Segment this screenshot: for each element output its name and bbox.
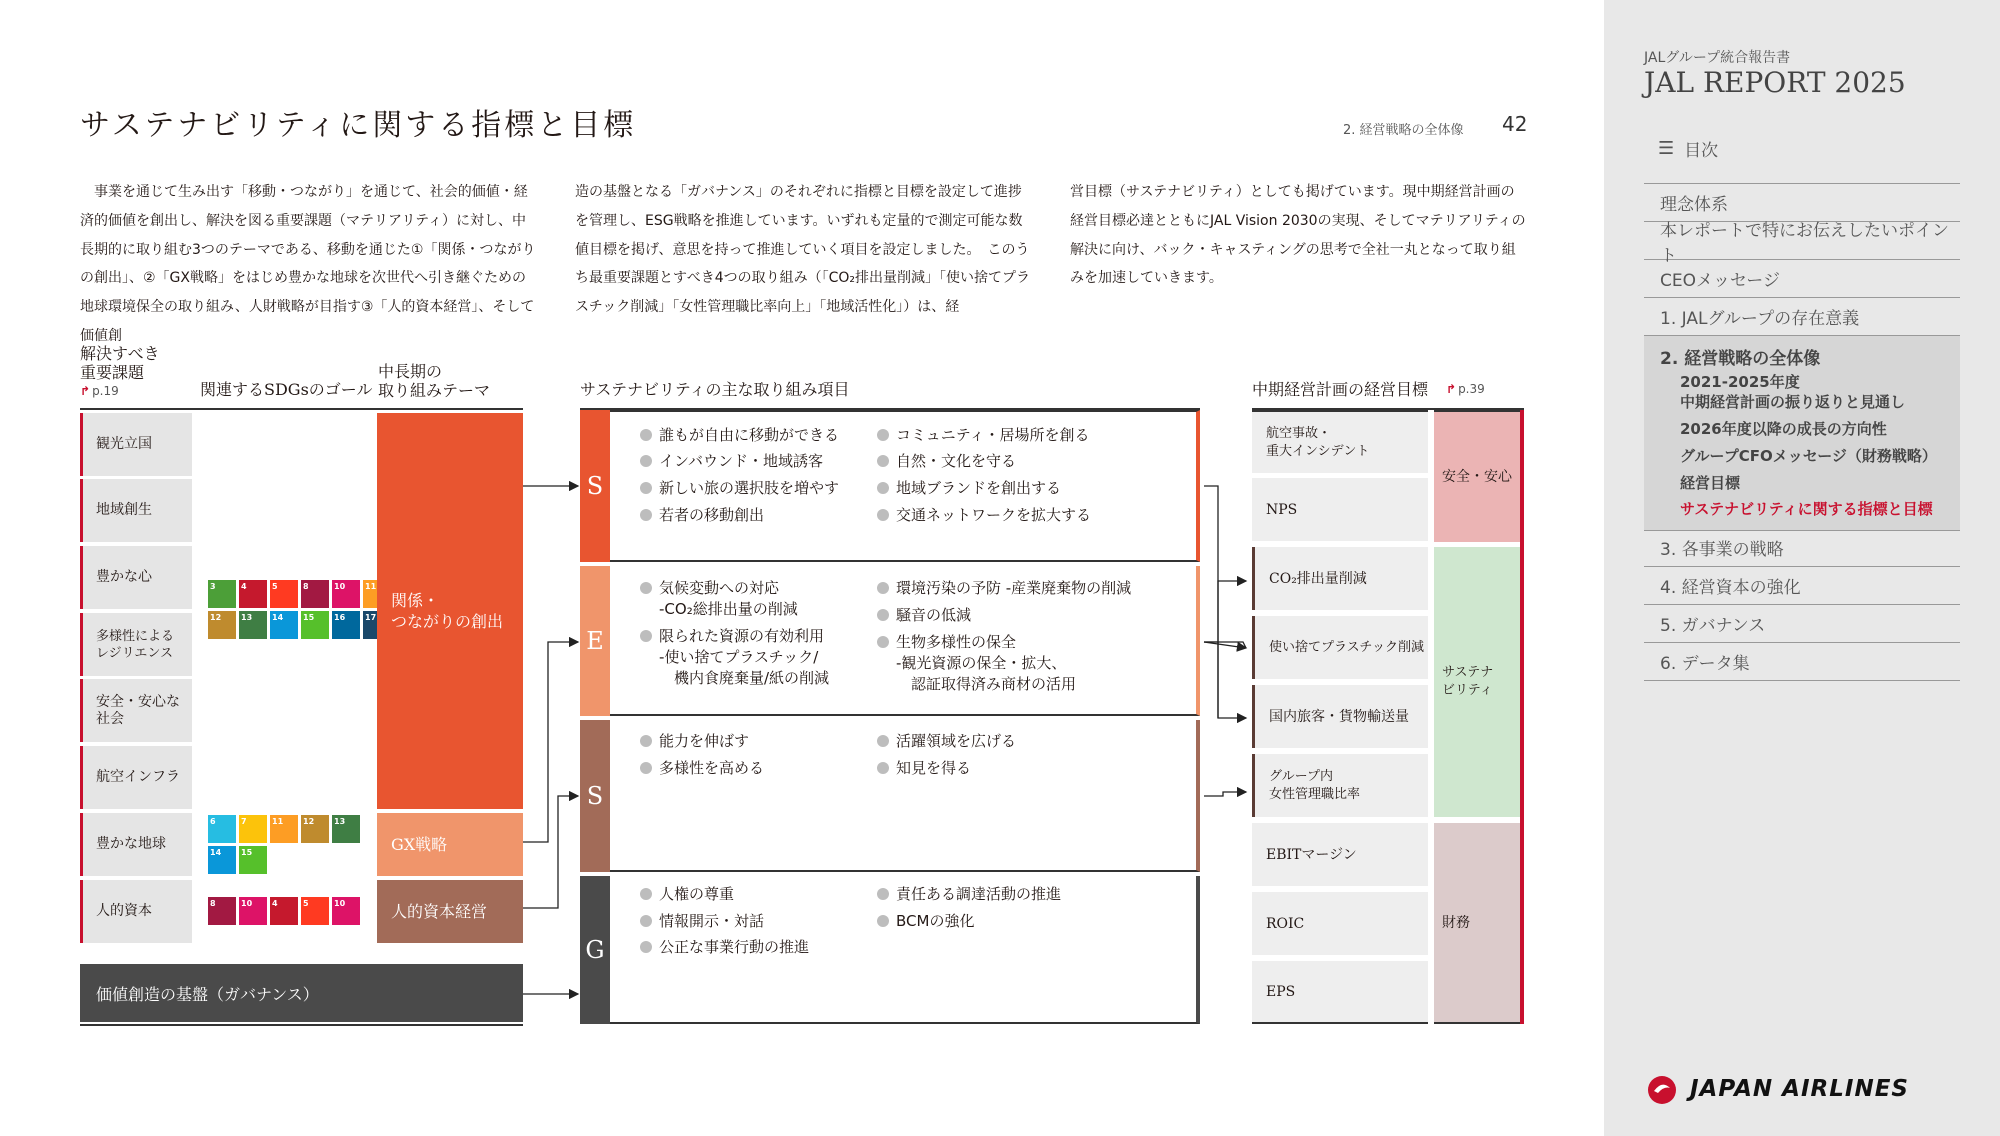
col-header-kpis: 中期経営計画の経営目標 — [1252, 380, 1429, 399]
list-subitem: 認証取得済み商材の活用 — [896, 675, 1077, 693]
nav-item-strategy[interactable]: 2. 経営戦略の全体像 — [1660, 349, 1821, 369]
list-subitem: 機内食廃棄量/紙の削減 — [659, 669, 830, 687]
col-header-sdgs: 関連するSDGsのゴール — [200, 380, 373, 399]
theme-connections: 関係・ つながりの創出 — [377, 413, 523, 809]
list-item: 人権の尊重 — [640, 884, 734, 905]
arrow-connector — [523, 642, 578, 842]
arrow-connector — [1204, 486, 1246, 718]
col-header-issues: 解決すべき 重要課題 — [80, 344, 160, 382]
sdg-goal-icon: 14 — [208, 846, 236, 874]
kpi-cell: 国内旅客・貨物輸送量 — [1252, 685, 1428, 748]
issue-cell: 多様性による レジリエンス — [80, 613, 192, 676]
esg-letter-s2: S — [580, 720, 610, 872]
list-item: 気候変動への対応 — [640, 578, 779, 599]
list-item: コミュニティ・居場所を創る — [877, 425, 1090, 446]
kpi-cell: EPS — [1252, 961, 1428, 1024]
sdg-goal-icon: 14 — [270, 611, 298, 639]
list-item: インバウンド・地域誘客 — [640, 451, 823, 472]
sdg-goal-icon: 8 — [301, 580, 329, 608]
issue-cell: 豊かな心 — [80, 546, 192, 609]
list-item: 環境汚染の予防 -産業廃棄物の削減 — [877, 578, 1131, 599]
brand-wordmark: JAPAN AIRLINES — [1690, 1076, 1909, 1102]
arrow-connector — [1204, 792, 1246, 796]
sdg-goal-icon: 13 — [239, 611, 267, 639]
sdg-goal-icon: 3 — [208, 580, 236, 608]
nav-item-business[interactable]: 3. 各事業の戦略 — [1644, 529, 1960, 567]
report-subtitle: JALグループ統合報告書 — [1644, 50, 1791, 66]
header-rule — [80, 408, 523, 410]
sdg-goal-icon: 10 — [332, 580, 360, 608]
nav-item-capital[interactable]: 4. 経営資本の強化 — [1644, 567, 1960, 605]
sdg-goal-icon: 10 — [332, 897, 360, 925]
list-item: 生物多様性の保全 — [877, 632, 1016, 653]
list-item: 交通ネットワークを拡大する — [877, 505, 1091, 526]
nav-item-ceo-message[interactable]: CEOメッセージ — [1644, 260, 1960, 298]
issue-cell: 人的資本 — [80, 880, 192, 943]
intro-col-1: 事業を通じて生み出す「移動・つながり」を通じて、社会的価値・経済的価値を創出し、解決を図る重要課題（マテリアリティ）に対し、中長期的に取り組む3つのテーマである、移動を通じた①「関係・つながりの創出」、②「GX戦略」をはじめ豊かな地球を次世代へ引き継ぐための地球環境保全の取り組み、人財戦略が目指す③「人的資本経営」、そして価値創 — [80, 184, 536, 344]
list-item: 多様性を高める — [640, 758, 764, 779]
list-item: BCMの強化 — [877, 911, 974, 932]
list-item: 自然・文化を守る — [877, 451, 1016, 472]
page-title: サステナビリティに関する指標と目標 — [80, 108, 637, 143]
esg-letter-g: G — [580, 876, 610, 1024]
list-item: 公正な事業行動の推進 — [640, 937, 809, 958]
sdg-icons-group-3 — [208, 897, 360, 925]
list-subitem: -使い捨てプラスチック/ — [659, 648, 819, 666]
issue-cell: 豊かな地球 — [80, 813, 192, 876]
issue-cell: 地域創生 — [80, 479, 192, 542]
kpi-cell: ROIC — [1252, 892, 1428, 955]
arrow-connector — [1204, 642, 1246, 648]
intro-col-2: 造の基盤となる「ガバナンス」のそれぞれに指標と目標を設定して進捗を管理し、ESG戦略を推進しています。いずれも定量的で測定可能な数値目標を掲げ、意思を持って推進していく項目を設定しました。 このうち最重要課題とすべき4つの取り組み（「CO₂排出量削減」「使い捨てプラスチック削減」「女性管理職比率向上」「地域活性化」）は、経 — [575, 184, 1031, 316]
nav-subitem[interactable]: グループCFOメッセージ（財務戦略） — [1680, 447, 1937, 465]
kpi-cell: CO₂排出量削減 — [1252, 547, 1428, 610]
list-item: 新しい旅の選択肢を増やす — [640, 478, 839, 499]
nav-subitem[interactable]: 経営目標 — [1680, 474, 1741, 492]
kpi-cell: 航空事故・ 重大インシデント — [1252, 410, 1428, 473]
list-subitem: -CO₂総排出量の削減 — [659, 600, 798, 618]
issues-page-ref[interactable]: ↱ p.19 — [80, 384, 119, 398]
list-item: 限られた資源の有効利用 — [640, 626, 824, 647]
sdg-icons-group-2 — [208, 815, 360, 874]
sdg-goal-icon: 12 — [208, 611, 236, 639]
goal-finance: 財務 — [1434, 823, 1524, 1024]
list-item: 地域ブランドを創出する — [877, 478, 1061, 499]
kpis-page-ref[interactable]: ↱ p.39 — [1446, 382, 1485, 396]
col-header-themes: 中長期の 取り組みテーマ — [378, 362, 491, 400]
list-item: 知見を得る — [877, 758, 971, 779]
nav-subitem[interactable]: 2021-2025年度 — [1680, 373, 1800, 391]
kpi-cell: EBITマージン — [1252, 823, 1428, 886]
sdg-goal-icon: 4 — [239, 580, 267, 608]
sdg-goal-icon: 5 — [301, 897, 329, 925]
section-label: 2. 経営戦略の全体像 — [1343, 123, 1464, 138]
list-subitem: -観光資源の保全・拡大、 — [896, 654, 1067, 672]
kpi-cell: グループ内 女性管理職比率 — [1252, 754, 1428, 817]
arrow-connector — [1204, 581, 1246, 642]
governance-bar: 価値創造の基盤（ガバナンス） — [80, 964, 523, 1022]
nav-item-purpose[interactable]: 1. JALグループの存在意義 — [1644, 298, 1960, 336]
sdg-goal-icon: 10 — [239, 897, 267, 925]
sdg-goal-icon: 12 — [301, 815, 329, 843]
sdg-goal-icon: 6 — [208, 815, 236, 843]
connector-arrows — [523, 400, 1263, 1020]
bottom-rule — [80, 1024, 523, 1026]
theme-human-capital: 人的資本経営 — [377, 880, 523, 943]
list-item: 誰もが自由に移動ができる — [640, 425, 839, 446]
list-item: 若者の移動創出 — [640, 505, 764, 526]
sdg-goal-icon: 4 — [270, 897, 298, 925]
list-item: 能力を伸ばす — [640, 731, 749, 752]
nav-item-philosophy[interactable]: 理念体系 — [1644, 184, 1960, 222]
page-number: 42 — [1502, 112, 1528, 136]
menu-icon: ☰ — [1658, 138, 1675, 159]
theme-gx: GX戦略 — [377, 813, 523, 876]
col-header-items: サステナビリティの主な取り組み項目 — [580, 380, 850, 399]
intro-col-3: 営目標（サステナビリティ）としても掲げています。現中期経営計画の経営目標必達とともにJAL Vision 2030の実現、そしてマテリアリティの解決に向け、バック・キャスティングの思考で全社一丸となって取り組みを加速していきます。 — [1070, 184, 1526, 287]
nav-subitem-active[interactable]: サステナビリティに関する指標と目標 — [1680, 500, 1933, 518]
goal-sustainability: サステナ ビリティ — [1434, 547, 1524, 817]
report-title[interactable]: JAL REPORT 2025 — [1644, 66, 1906, 99]
esg-letter-s: S — [580, 410, 610, 562]
arrow-icon: ↱ — [1446, 382, 1457, 396]
nav-subitem[interactable]: 中期経営計画の振り返りと見通し — [1680, 393, 1906, 411]
nav-item-governance[interactable]: 5. ガバナンス — [1644, 605, 1960, 643]
jal-crane-logo-icon — [1648, 1076, 1676, 1104]
toc-button[interactable]: ☰ 目次 — [1658, 138, 1719, 161]
kpi-cell: NPS — [1252, 478, 1428, 541]
esg-letter-e: E — [580, 566, 610, 716]
issue-cell: 航空インフラ — [80, 746, 192, 809]
issue-cell: 安全・安心な 社会 — [80, 679, 192, 742]
sdg-goal-icon: 17 — [363, 611, 391, 639]
goal-accent-bar — [1520, 410, 1524, 1024]
sdg-goal-icon: 16 — [332, 611, 360, 639]
sdg-goal-icon: 8 — [208, 897, 236, 925]
sdg-goal-icon: 15 — [239, 846, 267, 874]
sdg-goal-icon: 11 — [270, 815, 298, 843]
nav-item-data[interactable]: 6. データ集 — [1644, 643, 1960, 681]
list-item: 責任ある調達活動の推進 — [877, 884, 1061, 905]
list-item: 騒音の低減 — [877, 605, 971, 626]
arrow-connector — [523, 796, 578, 908]
sdg-goal-icon: 11 — [363, 580, 391, 608]
list-item: 活躍領域を広げる — [877, 731, 1016, 752]
sdg-goal-icon: 5 — [270, 580, 298, 608]
sdg-icons-group-1 — [208, 580, 391, 639]
nav-item-key-points[interactable]: 本レポートで特にお伝えしたいポイント — [1644, 222, 1960, 260]
sdg-goal-icon: 13 — [332, 815, 360, 843]
list-item: 情報開示・対話 — [640, 911, 764, 932]
sdg-goal-icon: 7 — [239, 815, 267, 843]
goal-safety: 安全・安心 — [1434, 410, 1524, 542]
issue-cell: 観光立国 — [80, 413, 192, 476]
kpi-cell: 使い捨てプラスチック削減 — [1252, 616, 1428, 679]
nav-subitem[interactable]: 2026年度以降の成長の方向性 — [1680, 420, 1887, 438]
arrow-icon: ↱ — [80, 384, 91, 398]
sdg-goal-icon: 15 — [301, 611, 329, 639]
